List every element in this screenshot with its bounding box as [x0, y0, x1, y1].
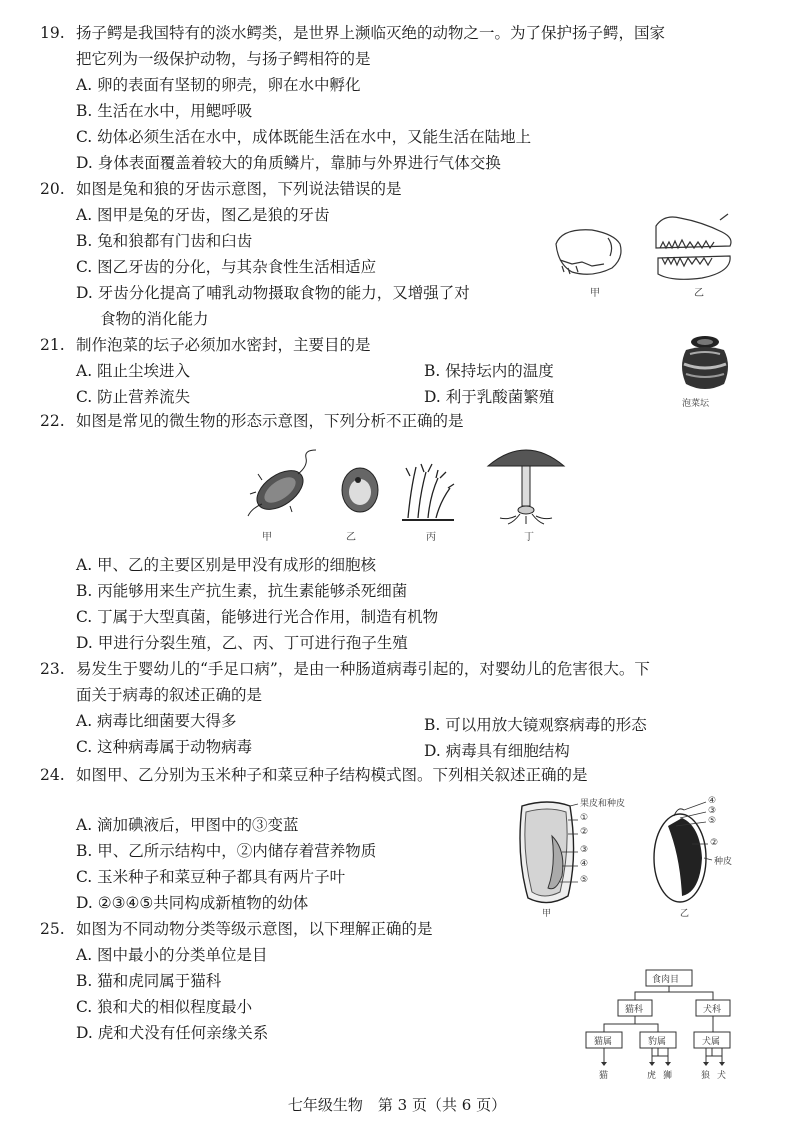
q24-option-b: B. 甲、乙所示结构中，②内储存着营养物质 [76, 842, 377, 860]
q22-option-a: A. 甲、乙的主要区别是甲没有成形的细胞核 [76, 556, 377, 574]
seed-label-jia-2: ② [580, 827, 589, 837]
q25-number: 25. [40, 920, 65, 938]
q20-option-a: A. 图甲是兔的牙齿，图乙是狼的牙齿 [76, 206, 330, 224]
species-dog: 犬 [717, 1071, 727, 1081]
bacterium-icon [248, 450, 316, 517]
q22-number: 22. [40, 412, 65, 430]
taxon-canidae: 犬科 [703, 1005, 722, 1015]
pickle-jar-figure [672, 330, 738, 409]
q20-option-d: D. 牙齿分化提高了哺乳动物摄取食物的能力，又增强了对 [76, 284, 470, 302]
seed-structure-figure [512, 796, 748, 919]
microbes-drawing-icon [240, 436, 570, 528]
seed-label-yi-5: ⑤ [708, 816, 717, 826]
seed-label-yi-2: ② [710, 838, 719, 848]
seed-label-yi-4: ④ [708, 796, 717, 806]
q20-stem: 20. 如图是兔和狼的牙齿示意图，下列说法错误的是 [40, 180, 402, 198]
mold-icon [402, 464, 454, 520]
q24-number: 24. [40, 766, 65, 784]
q23-option-b: B. 可以用放大镜观察病毒的形态 [424, 716, 647, 734]
species-wolf: 狼 [701, 1071, 711, 1081]
species-tiger: 虎 [647, 1071, 657, 1081]
taxon-panthera: 豹属 [648, 1037, 667, 1047]
q25-option-b: B. 猫和虎同属于猫科 [76, 972, 222, 990]
q23-stem-line1: 23. 易发生于婴幼儿的“手足口病”，是由一种肠道病毒引起的，对婴幼儿的危害很大。下 [40, 660, 650, 678]
q20-option-c: C. 图乙牙齿的分化，与其杂食性生活相适应 [76, 258, 377, 276]
pickle-jar-icon [672, 330, 738, 396]
species-cat: 猫 [599, 1071, 609, 1081]
taxon-felis: 猫属 [594, 1037, 613, 1047]
q24-option-c: C. 玉米种子和菜豆种子都具有两片子叶 [76, 868, 346, 886]
q22-option-c: C. 丁属于大型真菌，能够进行光合作用，制造有机物 [76, 608, 439, 626]
q25-option-d: D. 虎和犬没有任何亲缘关系 [76, 1024, 269, 1042]
q21-option-d: D. 利于乳酸菌繁殖 [424, 388, 555, 406]
taxon-carnivora: 食肉目 [652, 975, 680, 985]
teeth-drawing-icon [552, 208, 752, 292]
seed-label-jia-4: ④ [580, 859, 589, 869]
microbe-label-bing: 丙 [426, 532, 436, 543]
q21-option-a: A. 阻止尘埃进入 [76, 362, 191, 380]
q23-option-c: C. 这种病毒属于动物病毒 [76, 738, 253, 756]
q19-option-b: B. 生活在水中，用鳃呼吸 [76, 102, 253, 120]
q22-stem: 22. 如图是常见的微生物的形态示意图，下列分析不正确的是 [40, 412, 464, 430]
seed-label-jia-3: ③ [580, 845, 589, 855]
seed-label-yi: 乙 [680, 909, 690, 919]
taxonomy-diagram [582, 968, 752, 1084]
q21-option-b: B. 保持坛内的温度 [424, 362, 554, 380]
teeth-label-jia: 甲 [590, 288, 600, 299]
seed-label-jia-1: ① [580, 813, 589, 823]
taxon-canis: 犬属 [702, 1037, 721, 1047]
q23-number: 23. [40, 660, 65, 678]
taxonomy-lines-icon [582, 968, 752, 1084]
mushroom-icon [488, 450, 564, 524]
seed-label-jia: 甲 [542, 909, 552, 919]
seed-label-seed-coat: 种皮 [714, 857, 733, 867]
q24-option-a: A. 滴加碘液后，甲图中的③变蓝 [76, 816, 299, 834]
q20-option-d-cont: 食物的消化能力 [100, 310, 209, 328]
q19-number: 19. [40, 24, 65, 42]
yeast-icon [342, 468, 378, 512]
q19-option-c: C. 幼体必须生活在水中，成体既能生活在水中，又能生活在陆地上 [76, 128, 532, 146]
seed-label-pericarp: 果皮和种皮 [580, 799, 626, 809]
seed-label-yi-3: ③ [708, 806, 717, 816]
q25-stem: 25. 如图为不同动物分类等级示意图，以下理解正确的是 [40, 920, 433, 938]
q19-stem-line2: 把它列为一级保护动物，与扬子鳄相符的是 [76, 50, 371, 68]
q24-option-d: D. ②③④⑤共同构成新植物的幼体 [76, 894, 309, 912]
microbes-figure [240, 436, 570, 543]
microbe-label-jia: 甲 [262, 532, 272, 543]
microbe-label-yi: 乙 [346, 532, 356, 543]
q21-number: 21. [40, 336, 65, 354]
teeth-diagram [552, 208, 752, 299]
teeth-label-yi: 乙 [694, 288, 704, 299]
q25-option-c: C. 狼和犬的相似程度最小 [76, 998, 253, 1016]
q23-option-a: A. 病毒比细菌要大得多 [76, 712, 237, 730]
q24-stem: 24. 如图甲、乙分别为玉米种子和菜豆种子结构模式图。下列相关叙述正确的是 [40, 766, 588, 784]
q21-option-c: C. 防止营养流失 [76, 388, 191, 406]
q19-stem-line1: 19. 扬子鳄是我国特有的淡水鳄类，是世界上濒临灭绝的动物之一。为了保护扬子鳄，国家 [40, 24, 666, 42]
q20-number: 20. [40, 180, 65, 198]
q25-option-a: A. 图中最小的分类单位是目 [76, 946, 268, 964]
pickle-jar-label: 泡菜坛 [682, 399, 710, 409]
q23-option-d: D. 病毒具有细胞结构 [424, 742, 570, 760]
microbe-label-ding: 丁 [524, 532, 534, 543]
q22-option-b: B. 丙能够用来生产抗生素，抗生素能够杀死细菌 [76, 582, 408, 600]
q20-option-b: B. 兔和狼都有门齿和臼齿 [76, 232, 253, 250]
q19-option-a: A. 卵的表面有坚韧的卵壳，卵在水中孵化 [76, 76, 361, 94]
q19-option-d: D. 身体表面覆盖着较大的角质鳞片，靠肺与外界进行气体交换 [76, 154, 501, 172]
seed-label-jia-5: ⑤ [580, 875, 589, 885]
species-lion: 狮 [663, 1071, 673, 1081]
q21-stem: 21. 制作泡菜的坛子必须加水密封，主要目的是 [40, 336, 371, 354]
taxon-felidae: 猫科 [625, 1005, 644, 1015]
page-footer: 七年级生物 第 3 页（共 6 页） [287, 1096, 507, 1114]
q23-stem-line2: 面关于病毒的叙述正确的是 [76, 686, 263, 704]
q22-option-d: D. 甲进行分裂生殖，乙、丙、丁可进行孢子生殖 [76, 634, 408, 652]
